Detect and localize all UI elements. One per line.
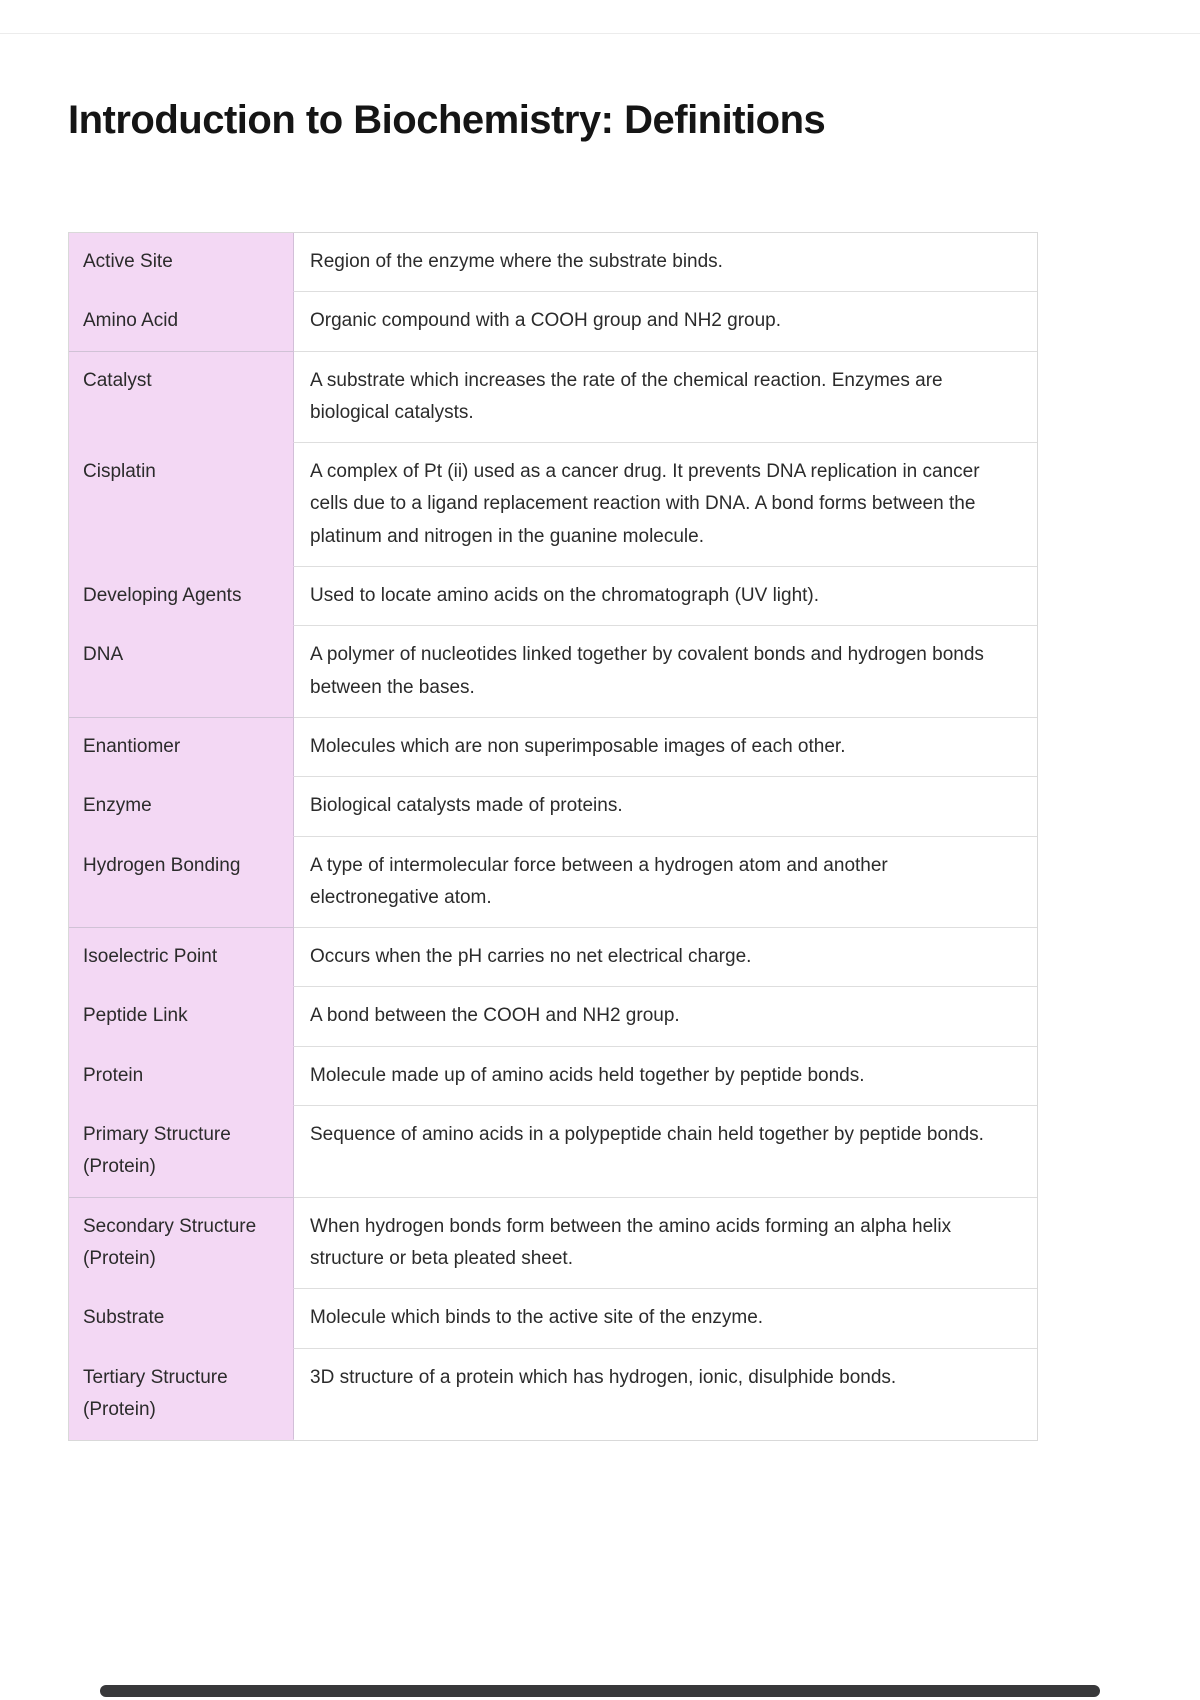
page-top-divider: [0, 33, 1200, 34]
definition-cell: A complex of Pt (ii) used as a cancer drug. It prevents DNA replication in cancer cells due to a ligand replacement reaction with DNA. A bond forms between the platinum and nitrogen in the guanine molecule.: [294, 443, 1037, 567]
term-cell: Isoelectric Point: [69, 928, 294, 987]
definition-cell: A substrate which increases the rate of the chemical reaction. Enzymes are biological catalysts.: [294, 352, 1037, 444]
term-cell: Developing Agents: [69, 567, 294, 626]
definition-cell: Molecules which are non superimposable images of each other.: [294, 718, 1037, 777]
table-row: [69, 1047, 1037, 1106]
table-row: [69, 777, 1037, 836]
definitions-table: [68, 232, 1038, 1441]
definition-cell: Molecule made up of amino acids held together by peptide bonds.: [294, 1047, 1037, 1106]
table-row: [69, 626, 1037, 718]
table-row: [69, 837, 1037, 929]
term-cell: Protein: [69, 1047, 294, 1106]
term-cell: Substrate: [69, 1289, 294, 1348]
term-cell: Catalyst: [69, 352, 294, 444]
term-cell: Hydrogen Bonding: [69, 837, 294, 929]
table-row: [69, 1106, 1037, 1198]
term-cell: Tertiary Structure (Protein): [69, 1349, 294, 1441]
term-cell: DNA: [69, 626, 294, 718]
definition-cell: 3D structure of a protein which has hydrogen, ionic, disulphide bonds.: [310, 1366, 897, 1388]
term-cell: Cisplatin: [69, 443, 294, 567]
table-row: [69, 1289, 1037, 1348]
term-cell: Secondary Structure (Protein): [69, 1198, 294, 1290]
table-row: [69, 233, 1037, 292]
table-row: [69, 352, 1037, 444]
term-cell: Amino Acid: [69, 292, 294, 351]
table-row: [69, 718, 1037, 777]
definition-cell: Biological catalysts made of proteins.: [294, 777, 1037, 836]
table-row: [69, 1198, 1037, 1290]
term-cell: Active Site: [69, 233, 294, 292]
definition-cell: A polymer of nucleotides linked together by covalent bonds and hydrogen bonds between the bases.: [294, 626, 1037, 718]
table-row: [69, 567, 1037, 626]
definition-cell: A type of intermolecular force between a hydrogen atom and another electronegative atom.: [294, 837, 1037, 929]
definition-cell: Organic compound with a COOH group and NH2 group.: [294, 292, 1037, 351]
page-bottom-bar: [100, 1685, 1100, 1697]
definition-cell: Occurs when the pH carries no net electrical charge.: [294, 928, 1037, 987]
table-row: [69, 443, 1037, 567]
definition-cell: Molecule which binds to the active site of the enzyme.: [294, 1289, 1037, 1348]
definition-cell: Sequence of amino acids in a polypeptide chain held together by peptide bonds.: [294, 1106, 1037, 1198]
term-cell: Primary Structure (Protein): [69, 1106, 294, 1198]
term-cell: Enzyme: [69, 777, 294, 836]
page-title: Introduction to Biochemistry: Definitions: [68, 98, 826, 142]
table-row: [69, 928, 1037, 987]
table-row: [69, 292, 1037, 351]
definition-cell: When hydrogen bonds form between the amino acids forming an alpha helix structure or beta pleated sheet.: [294, 1198, 1037, 1290]
definition-cell: A bond between the COOH and NH2 group.: [294, 987, 1037, 1046]
term-cell: Enantiomer: [69, 718, 294, 777]
term-cell: Peptide Link: [69, 987, 294, 1046]
table-row: [69, 987, 1037, 1046]
definition-cell: Region of the enzyme where the substrate binds.: [294, 233, 1037, 292]
definition-cell: Used to locate amino acids on the chromatograph (UV light).: [294, 567, 1037, 626]
table-row: [69, 1349, 1037, 1441]
